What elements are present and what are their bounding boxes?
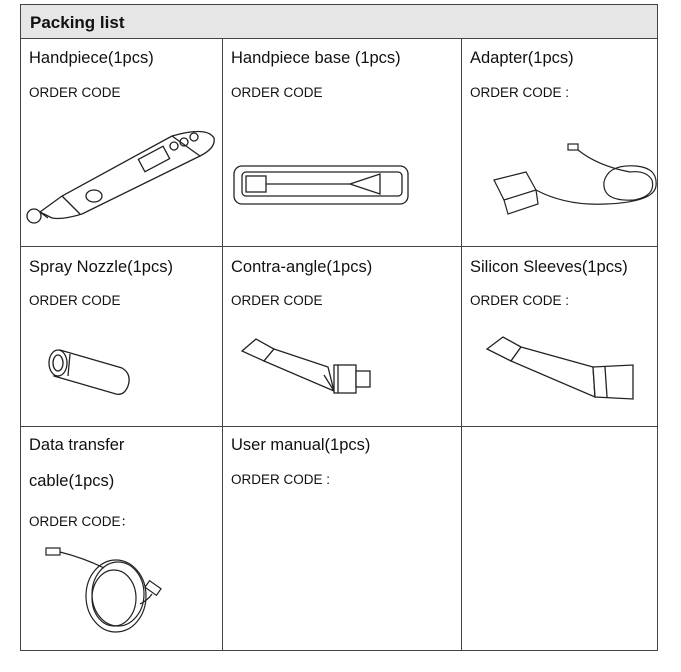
order-code-label: ORDER CODE — [231, 85, 323, 100]
item-cell-silicon-sleeves — [461, 246, 657, 426]
order-code-label: ORDER CODE : — [470, 85, 570, 100]
order-code-label: ORDER CODE — [29, 293, 121, 308]
item-cell-spray-nozzle — [20, 246, 222, 426]
order-code-label: ORDER CODE : — [231, 472, 331, 487]
handpiece-base-icon — [232, 164, 412, 208]
item-cell-contra-angle — [222, 246, 461, 426]
adapter-icon — [486, 142, 666, 222]
order-code-label: ORDER CODE — [231, 293, 323, 308]
item-cell-user-manual — [222, 426, 461, 650]
order-code-label: ORDER CODE : — [470, 293, 570, 308]
order-code-label: ORDER CODE： — [29, 514, 135, 529]
contra-angle-icon — [238, 331, 388, 406]
item-title: User manual(1pcs) — [231, 436, 371, 454]
item-title: Handpiece(1pcs) — [29, 49, 154, 67]
spray-nozzle-icon — [46, 346, 136, 402]
item-title-line2: cable(1pcs) — [29, 472, 115, 490]
silicon-sleeve-icon — [483, 331, 643, 406]
item-title: Spray Nozzle(1pcs) — [29, 258, 173, 276]
item-cell-adapter — [461, 39, 657, 246]
empty-cell — [461, 426, 657, 650]
item-cell-data-cable — [20, 426, 222, 650]
grid-line — [657, 39, 658, 651]
item-title: Adapter(1pcs) — [470, 49, 574, 67]
order-code-label: ORDER CODE — [29, 85, 121, 100]
data-cable-icon — [44, 544, 174, 644]
handpiece-icon — [22, 124, 222, 224]
item-title-line1: Data transfer — [29, 436, 125, 454]
item-title: Handpiece base (1pcs) — [231, 49, 401, 67]
page-title: Packing list — [30, 13, 125, 32]
item-title: Contra-angle(1pcs) — [231, 258, 373, 276]
item-cell-handpiece — [20, 39, 222, 246]
item-title: Silicon Sleeves(1pcs) — [470, 258, 628, 276]
packing-list-header — [20, 4, 658, 39]
grid-line — [20, 650, 658, 651]
item-cell-handpiece-base — [222, 39, 461, 246]
